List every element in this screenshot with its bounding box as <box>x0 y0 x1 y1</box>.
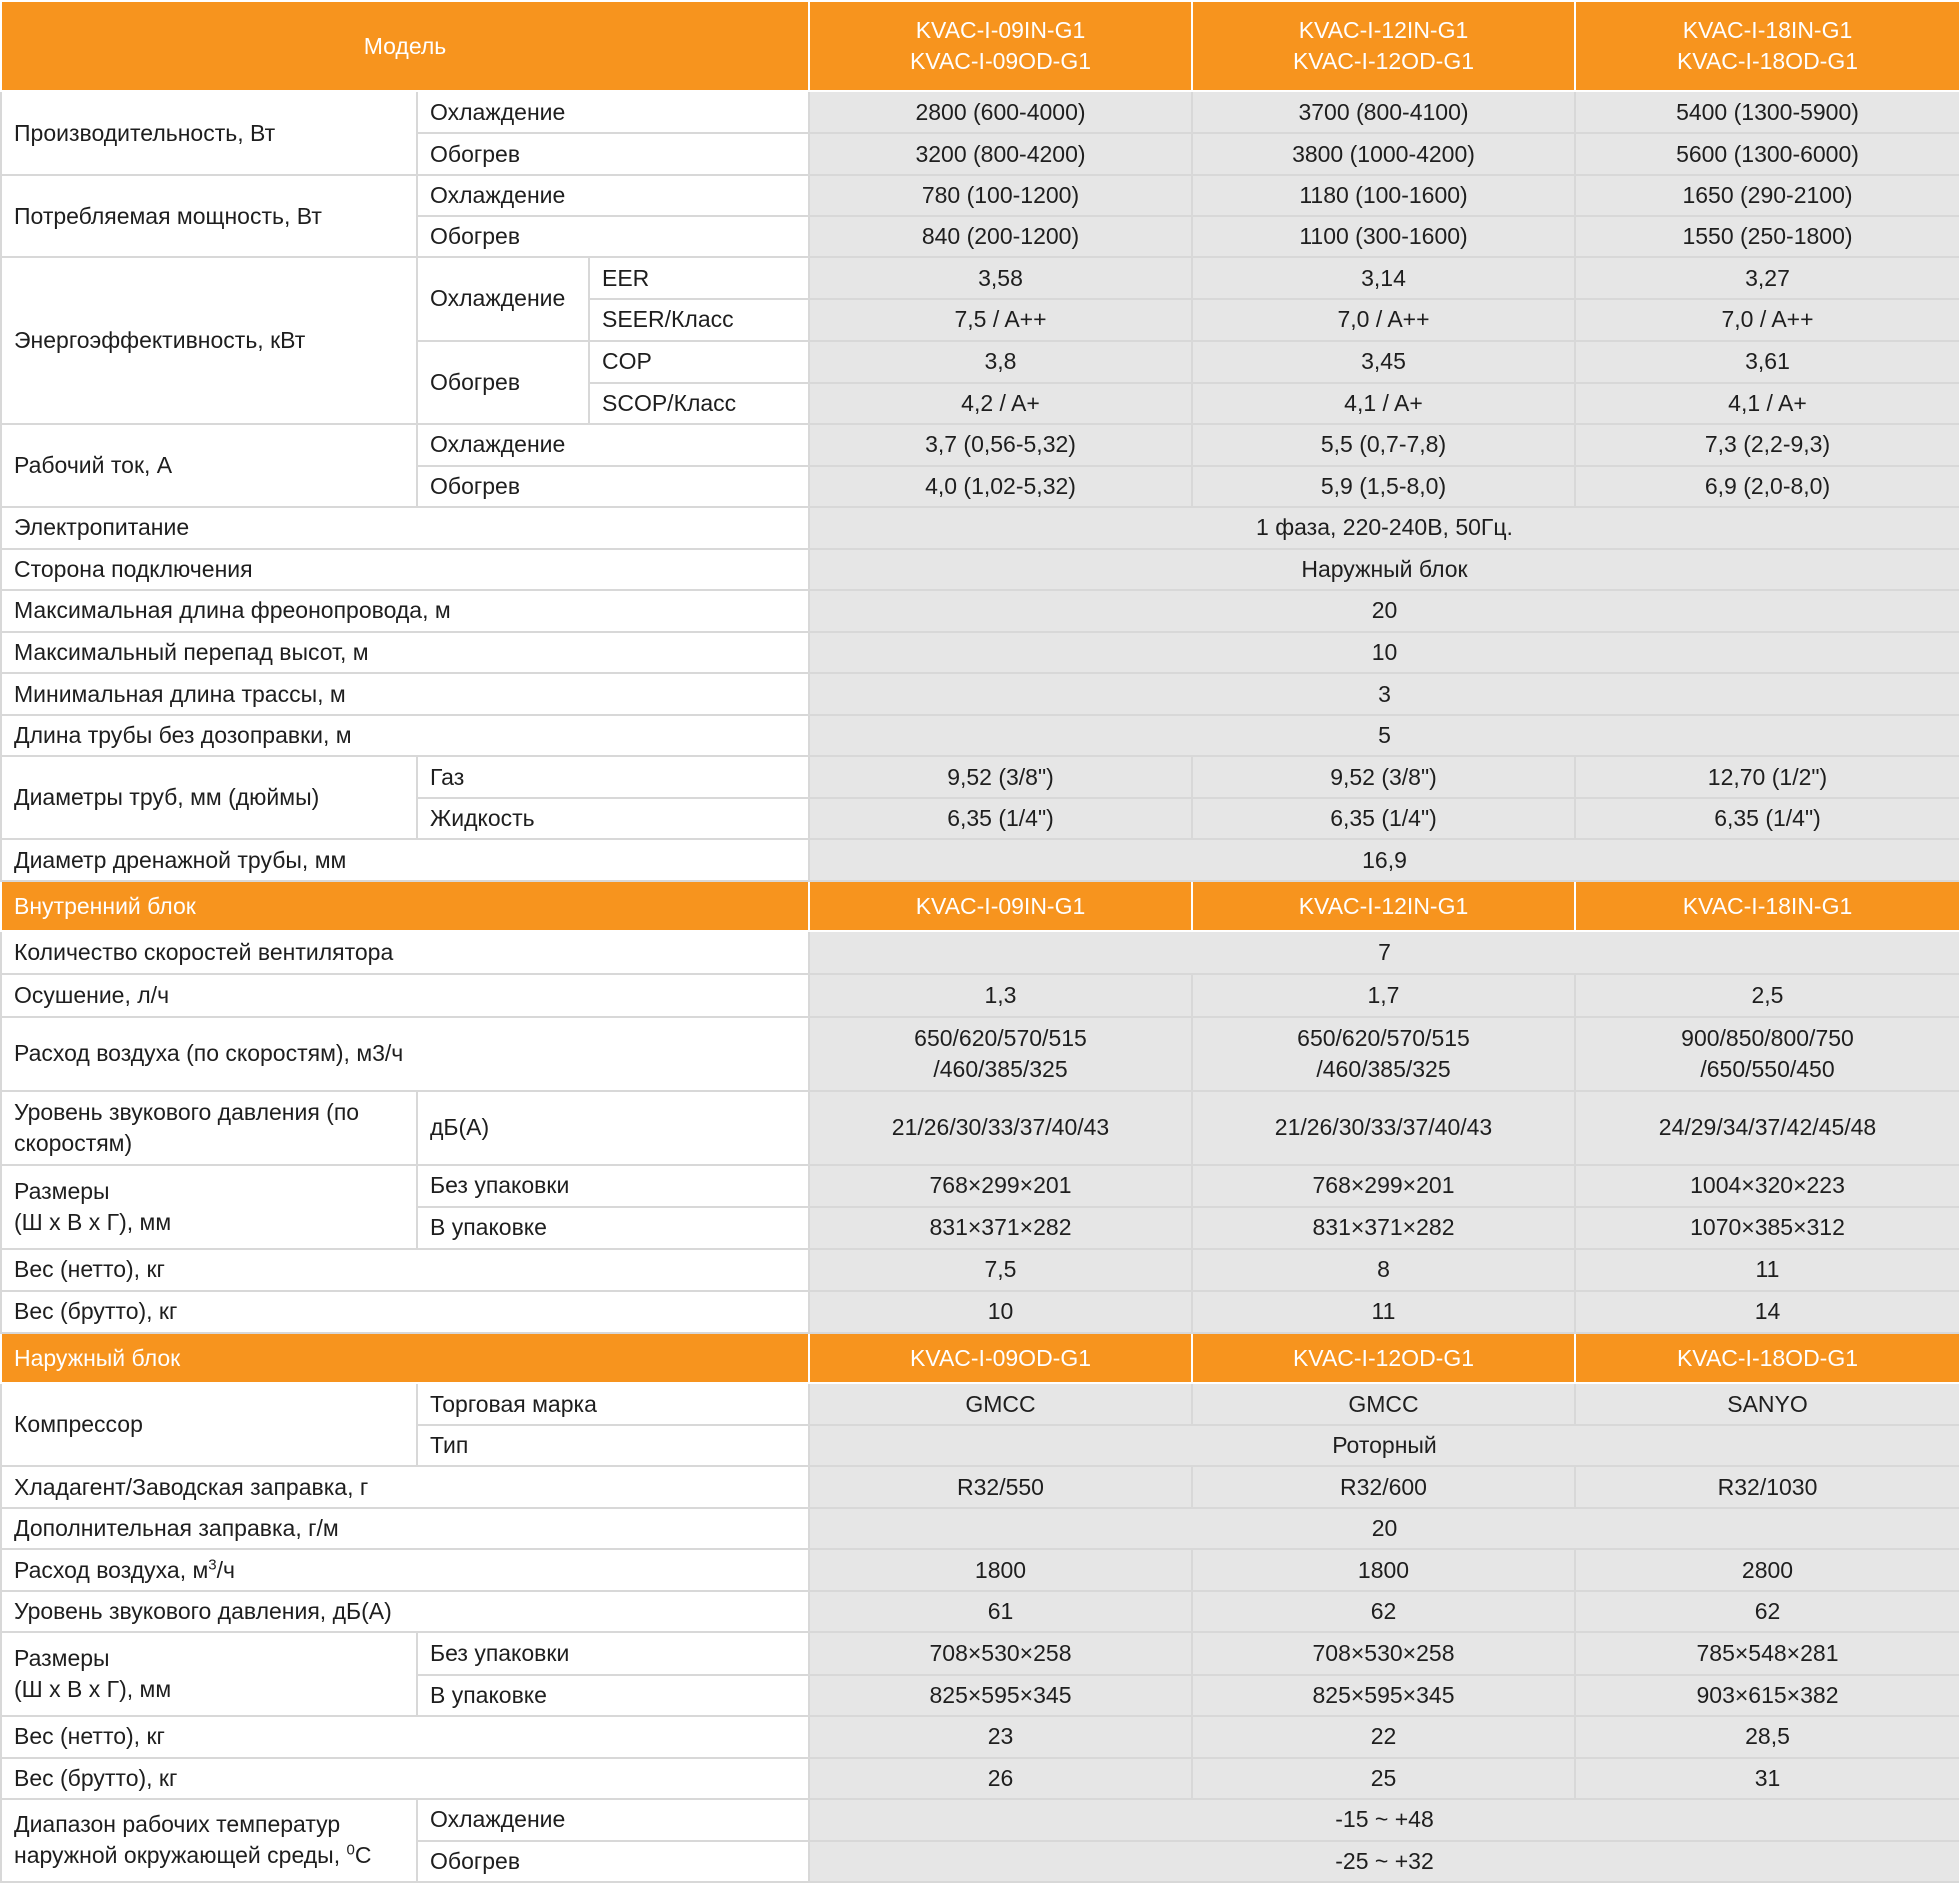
connection-side-label: Сторона подключения <box>1 549 809 590</box>
temp-heating-value: -25 ~ +32 <box>809 1841 1959 1882</box>
eer-3: 3,27 <box>1575 257 1959 299</box>
pipe-gas-2: 9,52 (3/8") <box>1192 756 1575 798</box>
efficiency-label: Энергоэффективность, кВт <box>1 257 417 423</box>
outdoor-airflow-label: Расход воздуха, $м^3/ч$ <box>1 1549 809 1591</box>
outdoor-dim-unpacked-row <box>1 1632 1959 1674</box>
outdoor-gross-weight-2: 25 <box>1192 1758 1575 1799</box>
pipe-gas-row <box>1 756 1959 798</box>
dehumidification-3: 2,5 <box>1575 974 1959 1016</box>
indoor-net-weight-row <box>1 1249 1959 1291</box>
outdoor-unpacked-2: 708×530×258 <box>1192 1632 1575 1674</box>
indoor-airflow-3: 900/850/800/750 /650/550/450 <box>1575 1017 1959 1091</box>
drain-diameter-row <box>1 839 1959 881</box>
outdoor-unpacked-1: 708×530×258 <box>809 1632 1192 1674</box>
indoor-model-3: KVAC-I-18IN-G1 <box>1575 881 1959 931</box>
indoor-gross-weight-3: 14 <box>1575 1291 1959 1333</box>
indoor-noise-3: 24/29/34/37/42/45/48 <box>1575 1091 1959 1165</box>
indoor-dimensions-label: Размеры (Ш х В х Г), мм <box>1 1165 417 1249</box>
seer-2: 7,0 / A++ <box>1192 299 1575 340</box>
indoor-gross-weight-1: 10 <box>809 1291 1192 1333</box>
refrigerant-3: R32/1030 <box>1575 1466 1959 1508</box>
indoor-noise-2: 21/26/30/33/37/40/43 <box>1192 1091 1575 1165</box>
model-3: KVAC-I-18IN-G1 KVAC-I-18OD-G1 <box>1575 1 1959 91</box>
refrigerant-label: Хладагент/Заводская заправка, г <box>1 1466 809 1508</box>
current-cooling-2: 5,5 (0,7-7,8) <box>1192 424 1575 466</box>
compressor-brand-1: GMCC <box>809 1383 1192 1425</box>
outdoor-packed-label: В упаковке <box>417 1675 809 1716</box>
pipe-diameters-label: Диаметры труб, мм (дюймы) <box>1 756 417 839</box>
outdoor-noise-label: Уровень звукового давления, дБ(А) <box>1 1591 809 1632</box>
indoor-noise-label: Уровень звукового давления (по скоростям) <box>1 1091 417 1165</box>
outdoor-dimensions-label: Размеры (Ш х В х Г), мм <box>1 1632 417 1715</box>
current-heating-3: 6,9 (2,0-8,0) <box>1575 466 1959 507</box>
max-pipe-length-value: 20 <box>809 590 1959 632</box>
indoor-gross-weight-2: 11 <box>1192 1291 1575 1333</box>
indoor-title: Внутренний блок <box>1 881 809 931</box>
outdoor-model-1: KVAC-I-09OD-G1 <box>809 1333 1192 1383</box>
current-cooling-1: 3,7 (0,56-5,32) <box>809 424 1192 466</box>
indoor-unpacked-1: 768×299×201 <box>809 1165 1192 1207</box>
outdoor-noise-2: 62 <box>1192 1591 1575 1632</box>
power-cooling-2: 1180 (100-1600) <box>1192 175 1575 216</box>
indoor-gross-weight-row <box>1 1291 1959 1333</box>
efficiency-heating-label: Обогрев <box>417 341 589 424</box>
connection-side-value: Наружный блок <box>809 549 1959 590</box>
efficiency-eer-row <box>1 257 1959 299</box>
pipe-gas-1: 9,52 (3/8") <box>809 756 1192 798</box>
indoor-net-weight-2: 8 <box>1192 1249 1575 1291</box>
temp-cooling-value: -15 ~ +48 <box>809 1799 1959 1841</box>
outdoor-net-weight-2: 22 <box>1192 1716 1575 1758</box>
indoor-noise-1: 21/26/30/33/37/40/43 <box>809 1091 1192 1165</box>
current-cooling-row <box>1 424 1959 466</box>
outdoor-net-weight-3: 28,5 <box>1575 1716 1959 1758</box>
power-cooling-3: 1650 (290-2100) <box>1575 175 1959 216</box>
pipe-no-charge-value: 5 <box>809 715 1959 756</box>
indoor-dim-unpacked-row <box>1 1165 1959 1207</box>
outdoor-net-weight-row <box>1 1716 1959 1758</box>
capacity-cooling-1: 2800 (600-4000) <box>809 91 1192 133</box>
current-heating-1: 4,0 (1,02-5,32) <box>809 466 1192 507</box>
extra-charge-value: 20 <box>809 1508 1959 1549</box>
indoor-header-row <box>1 881 1959 931</box>
cop-2: 3,45 <box>1192 341 1575 383</box>
outdoor-packed-3: 903×615×382 <box>1575 1675 1959 1716</box>
eer-1: 3,58 <box>809 257 1192 299</box>
power-supply-row <box>1 507 1959 549</box>
max-pipe-length-row <box>1 590 1959 632</box>
refrigerant-2: R32/600 <box>1192 1466 1575 1508</box>
indoor-packed-3: 1070×385×312 <box>1575 1207 1959 1249</box>
power-heating-3: 1550 (250-1800) <box>1575 216 1959 257</box>
compressor-type-label: Тип <box>417 1425 809 1466</box>
power-heating-label: Обогрев <box>417 216 809 257</box>
min-route-length-value: 3 <box>809 673 1959 715</box>
current-cooling-3: 7,3 (2,2-9,3) <box>1575 424 1959 466</box>
indoor-noise-unit: дБ(А) <box>417 1091 809 1165</box>
indoor-unpacked-3: 1004×320×223 <box>1575 1165 1959 1207</box>
outdoor-noise-3: 62 <box>1575 1591 1959 1632</box>
cop-3: 3,61 <box>1575 341 1959 383</box>
pipe-liquid-1: 6,35 (1/4") <box>809 798 1192 839</box>
power-cooling-label: Охлаждение <box>417 175 809 216</box>
eer-label: EER <box>589 257 809 299</box>
pipe-gas-3: 12,70 (1/2") <box>1575 756 1959 798</box>
indoor-unpacked-2: 768×299×201 <box>1192 1165 1575 1207</box>
power-heating-2: 1100 (300-1600) <box>1192 216 1575 257</box>
indoor-gross-weight-label: Вес (брутто), кг <box>1 1291 809 1333</box>
compressor-brand-2: GMCC <box>1192 1383 1575 1425</box>
connection-side-row <box>1 549 1959 590</box>
outdoor-noise-row <box>1 1591 1959 1632</box>
indoor-packed-label: В упаковке <box>417 1207 809 1249</box>
capacity-heating-2: 3800 (1000-4200) <box>1192 133 1575 175</box>
max-height-diff-label: Максимальный перепад высот, м <box>1 632 809 673</box>
outdoor-title: Наружный блок <box>1 1333 809 1383</box>
outdoor-airflow-2: 1800 <box>1192 1549 1575 1591</box>
outdoor-net-weight-label: Вес (нетто), кг <box>1 1716 809 1758</box>
min-route-length-label: Минимальная длина трассы, м <box>1 673 809 715</box>
capacity-cooling-row <box>1 91 1959 133</box>
indoor-airflow-label: Расход воздуха (по скоростям), м3/ч <box>1 1017 809 1091</box>
pipe-no-charge-label: Длина трубы без дозоправки, м <box>1 715 809 756</box>
power-label: Потребляемая мощность, Вт <box>1 175 417 257</box>
extra-charge-row <box>1 1508 1959 1549</box>
max-pipe-length-label: Максимальная длина фреонопровода, м <box>1 590 809 632</box>
outdoor-airflow-3: 2800 <box>1575 1549 1959 1591</box>
indoor-airflow-2: 650/620/570/515 /460/385/325 <box>1192 1017 1575 1091</box>
pipe-liquid-label: Жидкость <box>417 798 809 839</box>
seer-3: 7,0 / A++ <box>1575 299 1959 340</box>
current-cooling-label: Охлаждение <box>417 424 809 466</box>
model-1: KVAC-I-09IN-G1 KVAC-I-09OD-G1 <box>809 1 1192 91</box>
model-header-row <box>1 1 1959 91</box>
capacity-cooling-label: Охлаждение <box>417 91 809 133</box>
outdoor-unpacked-label: Без упаковки <box>417 1632 809 1674</box>
eer-2: 3,14 <box>1192 257 1575 299</box>
scop-3: 4,1 / A+ <box>1575 383 1959 424</box>
max-height-diff-row <box>1 632 1959 673</box>
seer-label: SEER/Класс <box>589 299 809 340</box>
outdoor-gross-weight-3: 31 <box>1575 1758 1959 1799</box>
compressor-brand-3: SANYO <box>1575 1383 1959 1425</box>
indoor-airflow-row <box>1 1017 1959 1091</box>
dehumidification-1: 1,3 <box>809 974 1192 1016</box>
indoor-net-weight-1: 7,5 <box>809 1249 1192 1291</box>
compressor-type-value: Роторный <box>809 1425 1959 1466</box>
pipe-no-charge-row <box>1 715 1959 756</box>
capacity-cooling-2: 3700 (800-4100) <box>1192 91 1575 133</box>
capacity-label: Производительность, Вт <box>1 91 417 175</box>
min-route-length-row <box>1 673 1959 715</box>
power-supply-label: Электропитание <box>1 507 809 549</box>
extra-charge-label: Дополнительная заправка, г/м <box>1 1508 809 1549</box>
temp-cooling-row <box>1 1799 1959 1841</box>
dehumidification-2: 1,7 <box>1192 974 1575 1016</box>
indoor-net-weight-3: 11 <box>1575 1249 1959 1291</box>
capacity-heating-1: 3200 (800-4200) <box>809 133 1192 175</box>
dehumidification-row <box>1 974 1959 1016</box>
indoor-net-weight-label: Вес (нетто), кг <box>1 1249 809 1291</box>
capacity-cooling-3: 5400 (1300-5900) <box>1575 91 1959 133</box>
scop-2: 4,1 / A+ <box>1192 383 1575 424</box>
temp-cooling-label: Охлаждение <box>417 1799 809 1841</box>
current-label: Рабочий ток, А <box>1 424 417 507</box>
outdoor-airflow-row <box>1 1549 1959 1591</box>
outdoor-header-row <box>1 1333 1959 1383</box>
compressor-label: Компрессор <box>1 1383 417 1466</box>
temp-range-label: Диапазон рабочих температур наружной окружающей среды, $^0$С <box>1 1799 417 1882</box>
outdoor-model-2: KVAC-I-12OD-G1 <box>1192 1333 1575 1383</box>
outdoor-unpacked-3: 785×548×281 <box>1575 1632 1959 1674</box>
current-heating-label: Обогрев <box>417 466 809 507</box>
indoor-model-1: KVAC-I-09IN-G1 <box>809 881 1192 931</box>
capacity-heating-3: 5600 (1300-6000) <box>1575 133 1959 175</box>
indoor-unpacked-label: Без упаковки <box>417 1165 809 1207</box>
model-2: KVAC-I-12IN-G1 KVAC-I-12OD-G1 <box>1192 1 1575 91</box>
outdoor-airflow-1: 1800 <box>809 1549 1192 1591</box>
pipe-liquid-3: 6,35 (1/4") <box>1575 798 1959 839</box>
fan-speeds-value: 7 <box>809 931 1959 974</box>
outdoor-noise-1: 61 <box>809 1591 1192 1632</box>
power-heating-1: 840 (200-1200) <box>809 216 1192 257</box>
refrigerant-1: R32/550 <box>809 1466 1192 1508</box>
indoor-noise-row <box>1 1091 1959 1165</box>
refrigerant-row <box>1 1466 1959 1508</box>
outdoor-packed-1: 825×595×345 <box>809 1675 1192 1716</box>
fan-speeds-label: Количество скоростей вентилятора <box>1 931 809 974</box>
indoor-packed-2: 831×371×282 <box>1192 1207 1575 1249</box>
outdoor-gross-weight-row <box>1 1758 1959 1799</box>
outdoor-model-3: KVAC-I-18OD-G1 <box>1575 1333 1959 1383</box>
fan-speeds-row <box>1 931 1959 974</box>
outdoor-packed-2: 825×595×345 <box>1192 1675 1575 1716</box>
max-height-diff-value: 10 <box>809 632 1959 673</box>
scop-label: SCOP/Класс <box>589 383 809 424</box>
drain-diameter-value: 16,9 <box>809 839 1959 881</box>
current-heating-2: 5,9 (1,5-8,0) <box>1192 466 1575 507</box>
temp-heating-label: Обогрев <box>417 1841 809 1882</box>
outdoor-net-weight-1: 23 <box>809 1716 1192 1758</box>
scop-1: 4,2 / A+ <box>809 383 1192 424</box>
dehumidification-label: Осушение, л/ч <box>1 974 809 1016</box>
drain-diameter-label: Диаметр дренажной трубы, мм <box>1 839 809 881</box>
cop-label: COP <box>589 341 809 383</box>
efficiency-cooling-label: Охлаждение <box>417 257 589 340</box>
pipe-gas-label: Газ <box>417 756 809 798</box>
outdoor-gross-weight-label: Вес (брутто), кг <box>1 1758 809 1799</box>
seer-1: 7,5 / A++ <box>809 299 1192 340</box>
compressor-brand-row <box>1 1383 1959 1425</box>
capacity-heating-label: Обогрев <box>417 133 809 175</box>
pipe-liquid-2: 6,35 (1/4") <box>1192 798 1575 839</box>
indoor-airflow-1: 650/620/570/515 /460/385/325 <box>809 1017 1192 1091</box>
cop-1: 3,8 <box>809 341 1192 383</box>
power-supply-value: 1 фаза, 220-240В, 50Гц. <box>809 507 1959 549</box>
indoor-model-2: KVAC-I-12IN-G1 <box>1192 881 1575 931</box>
indoor-packed-1: 831×371×282 <box>809 1207 1192 1249</box>
model-label: Модель <box>1 1 809 91</box>
outdoor-gross-weight-1: 26 <box>809 1758 1192 1799</box>
compressor-brand-label: Торговая марка <box>417 1383 809 1425</box>
power-cooling-1: 780 (100-1200) <box>809 175 1192 216</box>
power-cooling-row <box>1 175 1959 216</box>
